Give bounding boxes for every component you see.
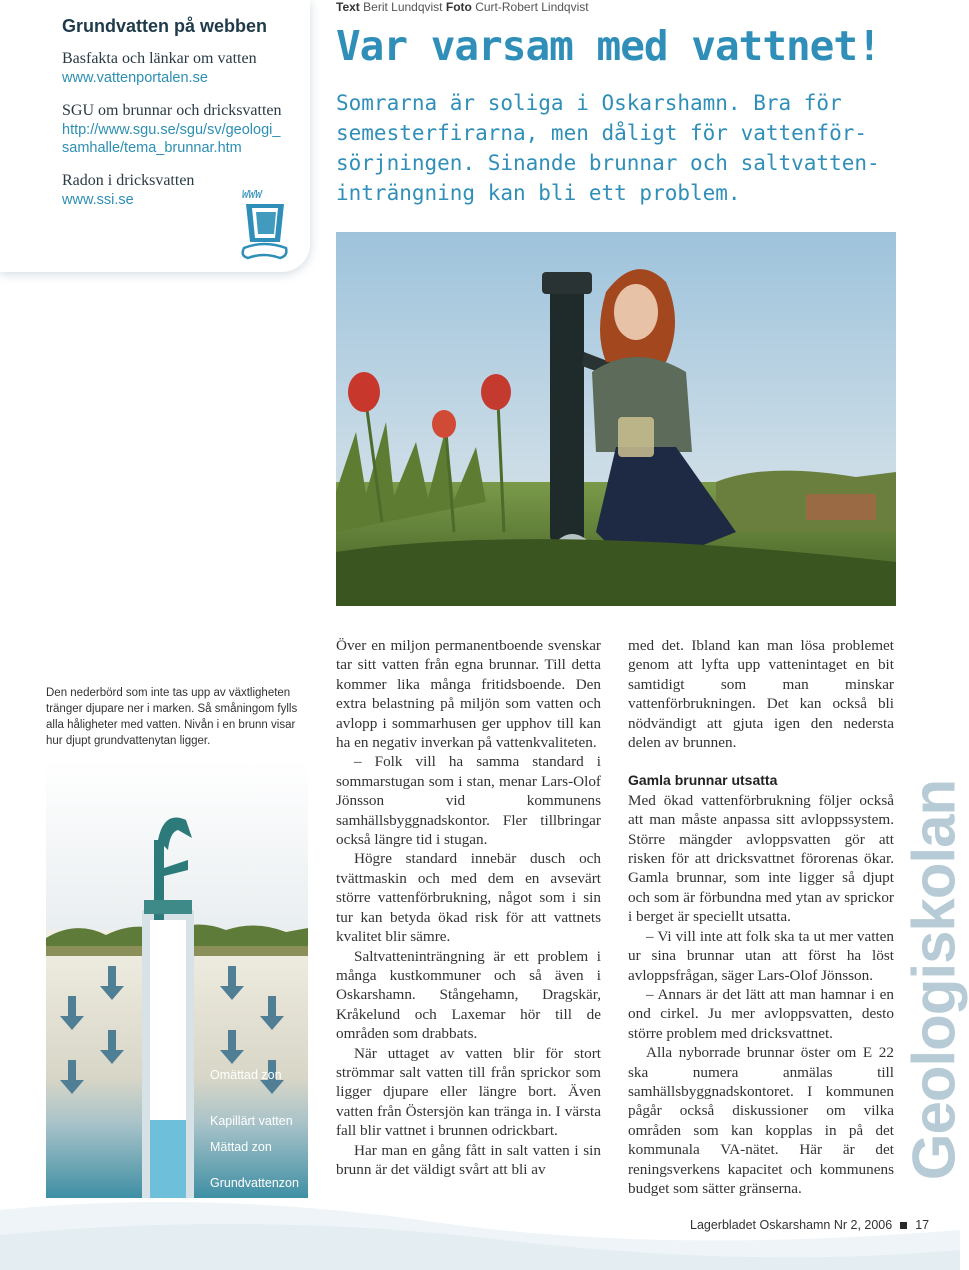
credits-text-label: Text bbox=[336, 0, 360, 14]
article-credits bbox=[336, 0, 589, 14]
article-paragraph: Alla nyborrade brunnar öster om E 22 ska numera anmälas till samhällsbyggnadskontoret. I kommunen pågår också diskussioner om vilka områden som kan kopplas in på det kommunala VA-nätet. Här är det reningsverkens kapacitet och kommunens budget som sätter gränserna. bbox=[628, 1044, 894, 1197]
lead-line: sörjningen. Sinande brunnar och saltvatten- bbox=[336, 151, 880, 175]
zone-label-unsaturated: Omättad zon bbox=[210, 1068, 282, 1082]
article-lead bbox=[336, 88, 936, 208]
credits-author: Berit Lundqvist bbox=[363, 0, 443, 14]
web-item-label: Radon i dricksvatten bbox=[62, 172, 195, 189]
web-item-link[interactable]: www.vattenportalen.se bbox=[62, 70, 208, 86]
article-paragraph: Saltvatteninträngning är ett problem i många kustkommuner och så även i Oskarshamn. Stångehamn, Dragskär, Kråkelund och Laxemar hör till de områden som drabbats. bbox=[336, 947, 601, 1043]
article-paragraph: Har man en gång fått in salt vatten i sin brunn är det väldigt svårt att bli av bbox=[336, 1141, 601, 1178]
article-paragraph: – Annars är det lätt att man hamnar i en ond cirkel. Ju mer avloppsvatten, desto större problem med dricksvattnet. bbox=[628, 985, 894, 1042]
article-paragraph: – Folk vill ha samma standard i sommarstugan som i stan, menar Lars-Olof Jönsson vid kommunens samhällsbyggnadskontor. Fler tillbringar också längre tid i stugan. bbox=[336, 753, 601, 849]
zone-label-groundwater: Grundvattenzon bbox=[210, 1176, 299, 1190]
zone-label-capillary: Kapillärt vatten bbox=[210, 1114, 293, 1128]
article-paragraph: – Vi vill inte att folk ska ta ut mer vatten ur sina brunnar utan att först ha löst avloppsfrågan, säger Lars-Olof Jönsson. bbox=[628, 927, 894, 984]
web-links-title: Grundvatten på webben bbox=[62, 16, 268, 36]
article-subheading: Gamla brunnar utsatta bbox=[628, 772, 778, 789]
article-paragraph: När uttaget av vatten blir för stort strömmar salt vatten till från sprickor som ligger djupare eller längre bort. Även vatten från Östersjön kan tränga in. I värsta fall blir vattnet i brunnen odrickbart. bbox=[336, 1044, 601, 1140]
publication-name: Lagerbladet Oskarshamn Nr 2, 2006 bbox=[690, 1218, 893, 1232]
article-paragraph: med det. Ibland kan man lösa problemet genom att lyfta upp vattenintaget en bit samtidigt som man minskar vattenförbrukningen. Det kan också bli nödvändigt att gjuta igen den nedersta delen av brunnen. bbox=[628, 637, 894, 752]
logo-text: WWW bbox=[242, 188, 262, 201]
credits-photo-label: Foto bbox=[445, 0, 472, 14]
web-item-link[interactable]: http://www.sgu.se/sgu/sv/geologi_ samhalle/tema_brunnar.htm bbox=[62, 122, 281, 156]
web-item-label: Basfakta och länkar om vatten bbox=[62, 50, 257, 67]
section-label-text: Geologiskolan bbox=[900, 779, 968, 1181]
article-headline: Var varsam med vattnet! bbox=[336, 22, 881, 70]
article-paragraph: Över en miljon permanentboende svenskar tar sitt vatten från egna brunnar. Till detta kommer lika många fritidsboende. Den extra belastning på miljön som vatten och avlopp i sommarhusen ger upphov till kan ha en negativ inverkan på vattenkvaliteten. bbox=[336, 637, 601, 752]
article-paragraph: Högre standard innebär dusch och tvättmaskin och med dem en avsevärt större vattenförbrukning, något som i sin tur kan betyda ökad risk för att vattnets kvalitet blir sämre. bbox=[336, 850, 601, 946]
diagram-caption: Den nederbörd som inte tas upp av växtligheten tränger djupare ner i marken. Så småningom fylls alla håligheter med vatten. Nivån i en brunn visar hur djupt grundvattenytan ligger. bbox=[46, 687, 298, 747]
main-photo bbox=[336, 232, 896, 606]
lead-line: Somrarna är soliga i Oskarshamn. Bra för bbox=[336, 91, 842, 115]
article-column-2 bbox=[628, 636, 894, 1198]
lead-line: inträngning kan bli ett problem. bbox=[336, 181, 741, 205]
page-number: 17 bbox=[915, 1218, 930, 1232]
web-item-link[interactable]: www.ssi.se bbox=[62, 192, 134, 208]
separator-square-icon bbox=[900, 1222, 907, 1229]
article-column-1 bbox=[336, 636, 601, 1179]
credits-photographer: Curt-Robert Lindqvist bbox=[475, 0, 589, 14]
page-footer bbox=[690, 1218, 929, 1232]
lead-line: semesterfirarna, men dåligt för vattenför- bbox=[336, 121, 868, 145]
section-label bbox=[900, 760, 968, 1200]
web-item-label: SGU om brunnar och dricksvatten bbox=[62, 102, 282, 119]
web-links-box bbox=[0, 0, 310, 272]
article-paragraph: Med ökad vattenförbrukning följer också att man måste anpassa sitt avloppssystem. Större mängder avloppsvatten gör att risken för att dricksvattnet förorenas ökar. Gamla brunnar, som inte ligger så djupt och som är förbundna med ytan av sprickor i berget är speciellt utsatta. bbox=[628, 791, 894, 926]
zone-label-saturated: Mättad zon bbox=[210, 1140, 272, 1154]
groundwater-diagram bbox=[46, 760, 308, 1198]
www-logo-icon bbox=[236, 186, 294, 264]
